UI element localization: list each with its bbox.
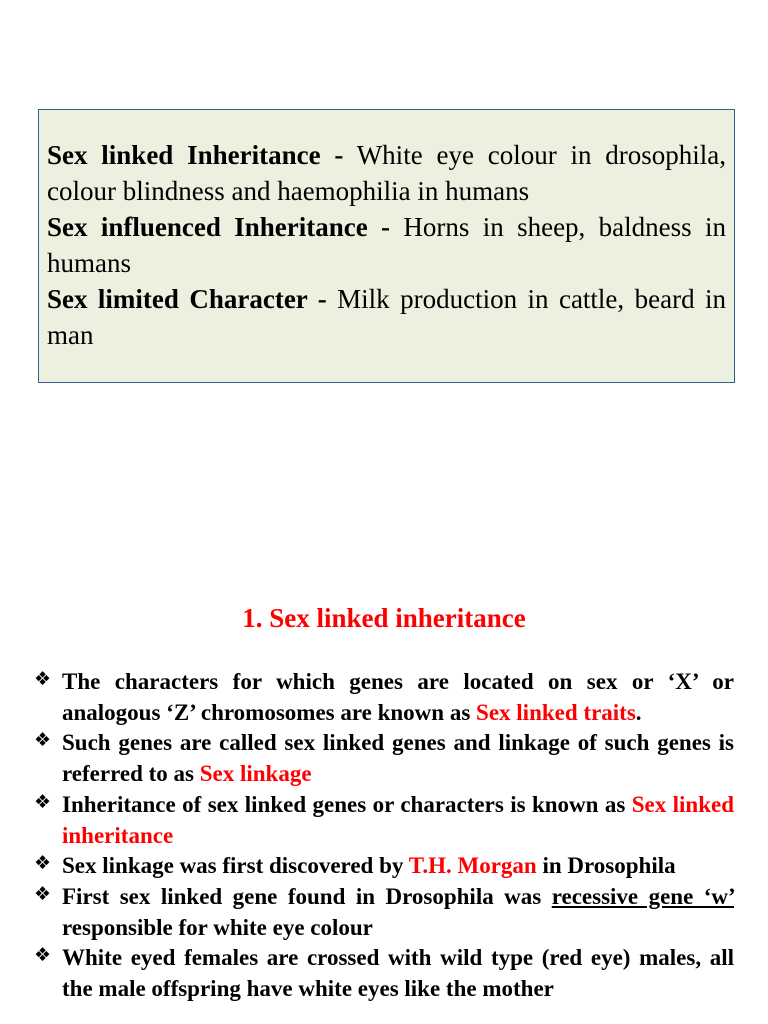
- bullet-text: The characters for which genes are located on sex or ‘X’ or analogous ‘Z’ chromosomes are known as: [62, 669, 734, 725]
- summary-desc: Horns in sheep, baldness in humans: [47, 212, 726, 278]
- bullet-text: Such genes are called sex linked genes and linkage of such genes is referred to as: [62, 730, 734, 787]
- diamond-bullet-icon: ❖: [34, 944, 52, 967]
- bullet-text-end: .: [635, 699, 642, 725]
- summary-term: Sex limited Character -: [47, 284, 327, 314]
- summary-desc: White eye colour in drosophila, colour blindness and haemophilia in humans: [47, 140, 727, 206]
- bullet-highlight: Sex linked inheritance: [62, 791, 734, 848]
- bullet-text-end: in Drosophila: [542, 853, 676, 879]
- bullet-text: Sex linkage was first discovered by: [62, 853, 404, 879]
- diamond-bullet-icon: ❖: [34, 729, 52, 752]
- summary-desc: Milk production in cattle, beard in man: [47, 284, 726, 350]
- summary-term: Sex influenced Inheritance -: [47, 212, 391, 242]
- list-item: [34, 667, 734, 728]
- bullet-text: First sex linked gene found in Drosophila was: [62, 883, 542, 909]
- bullet-list: [0, 667, 768, 1005]
- summary-item-sex-influenced: [47, 209, 726, 281]
- diamond-bullet-icon: ❖: [34, 882, 52, 905]
- section-title: 1. Sex linked inheritance: [242, 603, 526, 633]
- bullet-text: Inheritance of sex linked genes or characters is known as: [62, 791, 626, 817]
- summary-item-sex-limited: [47, 281, 726, 353]
- bullet-underlined-term: recessive gene ‘w’: [551, 883, 734, 909]
- diamond-bullet-icon: ❖: [34, 790, 52, 813]
- summary-item-sex-linked: [47, 137, 726, 209]
- list-item: [34, 882, 734, 943]
- list-item: [34, 851, 734, 882]
- list-item: [34, 943, 734, 1004]
- summary-box: [38, 109, 735, 383]
- list-item: [34, 790, 734, 851]
- list-item: [34, 728, 734, 789]
- bullet-highlight: T.H. Morgan: [408, 853, 537, 879]
- bullet-text: White eyed females are crossed with wild type (red eye) males, all the male offspring have white eyes like the mother: [62, 945, 734, 1002]
- bullet-highlight: Sex linkage: [199, 761, 312, 787]
- summary-term: Sex linked Inheritance -: [47, 140, 344, 170]
- bullet-text-end: responsible for white eye colour: [62, 914, 373, 940]
- diamond-bullet-icon: ❖: [34, 852, 52, 875]
- diamond-bullet-icon: ❖: [34, 668, 52, 690]
- bullet-highlight: Sex linked traits: [476, 699, 636, 725]
